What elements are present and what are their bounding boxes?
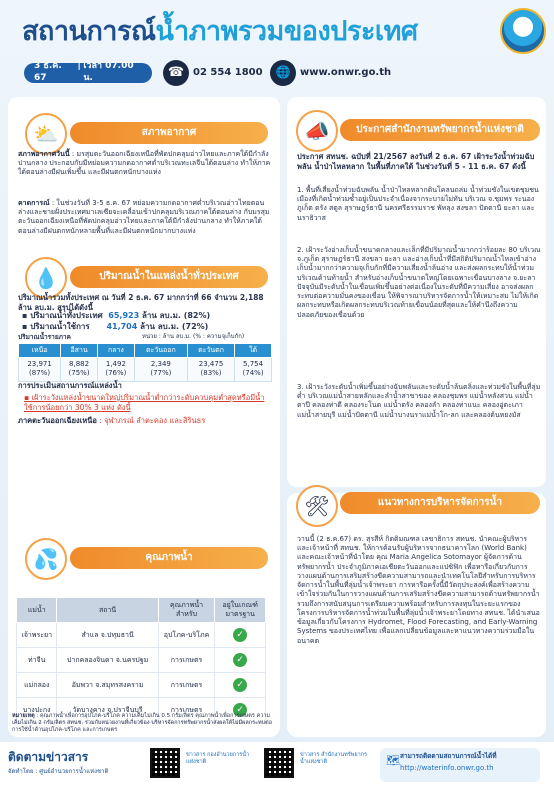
water-level-icon: 💧 bbox=[25, 257, 67, 299]
weather-heading: สภาพอากาศ bbox=[70, 122, 268, 144]
qr-code-nwc[interactable] bbox=[150, 748, 180, 778]
announcement-item-1: 1. พื้นที่เสี่ยงน้ำท่วมฉับพลัน น้ำป่าไหลหลากดินโคลนถล่ม น้ำท่วมขังในเขตชุมชนเมืองที่เกิดน้ำท่วมซ้ำอยู่เป็นประจำเนื่องจากระบายไม่ทัน บริเวณ จ.ชุมพร ระนอง ภูเก็ต ตรัง สตูล สุราษฎร์ธานี นครศรีธรรมราช พัทลุง สงขลา ปัตตานี ยะลา และนราธิวาส bbox=[297, 186, 539, 222]
water-table-unit: หน่วย : ล้าน ลบ.ม. (% : ความจุเก็บกัก) bbox=[142, 333, 245, 340]
water-use: อุปโภค-บริโภค bbox=[158, 623, 215, 648]
weather-today bbox=[18, 150, 272, 178]
region-percent: (75%) bbox=[68, 369, 90, 378]
page-title bbox=[22, 14, 418, 50]
region-value: 23,971 bbox=[27, 360, 52, 369]
standard-cell bbox=[215, 673, 266, 698]
standard-cell bbox=[215, 648, 266, 673]
quality-header-row bbox=[17, 598, 266, 623]
col-station: สถานี bbox=[57, 598, 158, 623]
water-quality-table bbox=[16, 597, 266, 723]
water-use: การเกษตร bbox=[158, 698, 215, 723]
producer-text: จัดทำโดย : ศูนย์อำนวยการน้ำแห่งชาติ bbox=[8, 768, 109, 775]
region-northeast-header: อีสาน bbox=[61, 344, 98, 358]
table-row bbox=[17, 648, 266, 673]
river-name: แม่กลอง bbox=[17, 673, 57, 698]
region-value: 8,882 bbox=[69, 360, 90, 369]
map-label: สามารถติดตามสถานการณ์น้ำได้ที่ bbox=[400, 752, 497, 760]
announcement-title: ประกาศ สทนช. ฉบับที่ 21/2567 ลงวันที่ 2 ธ.ค. 67 เฝ้าระวังน้ำท่วมฉับพลัน น้ำป่าไหลหลาก ในพื้นที่ภาคใต้ ในช่วงวันที่ 5 - 11 ธ.ค. 67 ดังนี้ bbox=[297, 152, 535, 171]
river-name: บางปะกง bbox=[17, 698, 57, 723]
region-south-header: ใต้ bbox=[235, 344, 272, 358]
standard-cell bbox=[215, 623, 266, 648]
region-value: 5,754 bbox=[243, 360, 264, 369]
check-icon: ✓ bbox=[233, 703, 247, 717]
announcement-item-2: 2. เฝ้าระวังอ่างเก็บน้ำขนาดกลางและเล็กที่มีปริมาณน้ำมากกว่าร้อยละ 80 บริเวณ จ.ภูเก็ต สุราษฎร์ธานี สงขลา ยะลา และอ่างเก็บน้ำที่มีสถิติปริมาณน้ำไหลเข้าอ่างเก็บน้ำมากกว่าความจุเก็บกักที่มีความเสี่ยงน้ำล้นอ่าง และส่งผลกระทบให้น้ำท่วมบริเวณด้านท้ายน้ำ สำหรับอ่างเก็บน้ำขนาดใหญ่โดยเฉพาะเขื่อนบางลาง จ.ยะลา ปัจจุบันมีระดับน้ำในเขื่อนเพิ่มขึ้นอย่างต่อเนื่องในระดับที่มีความเสี่ยง อาจส่งผลกระทบต่อความมั่นคงของเขื่อน ให้พิจารณาบริหารจัดการน้ำให้เหมาะสม ไม่ให้เกิดผลกระทบหรือเกิดผลกระทบบริเวณท้ายเขื่อนน้อยที่สุดและให้คำนึงถึงความปลอดภัยของเขื่อนด้วย bbox=[297, 246, 541, 319]
alert-dams bbox=[18, 416, 272, 426]
region-percent: (76%) bbox=[105, 369, 127, 378]
header bbox=[0, 0, 554, 100]
follow-title: ติดตามข่าวสาร bbox=[8, 750, 89, 764]
region-cell bbox=[97, 358, 134, 381]
region-header-row bbox=[19, 344, 272, 358]
management-body: วานนี้ (2 ธ.ค.67) ดร. สุรสีห์ กิตติมณฑล เลขาธิการ สทนช. นำคณะผู้บริหาร และเจ้าหน้าที่ สทนช. ให้การต้อนรับผู้บริหารจากธนาคารโลก (World Bank) และคณะเจ้าหน้าที่นำโดย คุณ Maria Angelica Sotomayor ผู้จัดการด้านทรัพยากรน้ำ ประจำภูมิภาคเอเชียตะวันออกและแปซิฟิก เพื่อหารือเกี่ยวกับการวางแผนด้านการเสริมสร้างขีดความสามารถและนำเทคโนโลยีสำหรับการบริหารจัดการน้ำในพื้นที่ลุ่มน้ำเจ้าพระยา การหารือครั้งนี้มีวัตถุประสงค์เพื่อสร้างความเข้าใจร่วมกันในการวางแผนด้านการเสริมสร้างขีดความสามารถด้านทรัพยากรน้ำ รวมถึงการสนับสนุนการเตรียมความพร้อมสำหรับการลงทุนในระยะแรกของโครงการบริหารจัดการน้ำท่วมในพื้นที่ลุ่มน้ำเจ้าพระยาโดยทาง สทนช. ได้นำเสนอข้อมูลเกี่ยวกับโครงการ Hydromet, Flood Forecasting, and Early-Warning Systems ของประเทศไทย เพื่อแลกเปลี่ยนข้อมูลและหาแนวทางความร่วมมือในอนาคต bbox=[297, 535, 540, 645]
water-total-label: ปริมาณน้ำทั้งประเทศ bbox=[30, 311, 103, 320]
map-icon: 🗺 bbox=[386, 754, 400, 767]
river-name: เจ้าพระยา bbox=[17, 623, 57, 648]
water-usable-unit: ล้าน ลบ.ม. (72%) bbox=[140, 322, 209, 331]
weather-today-label: สภาพอากาศวันนี้ bbox=[18, 150, 70, 158]
station-name: วัดบางคาง จ.ปราจีนบุรี bbox=[57, 698, 158, 723]
management-heading: แนวทางการบริหารจัดการน้ำ bbox=[340, 492, 540, 514]
region-water-table bbox=[18, 343, 272, 382]
phone-icon: ☎ bbox=[163, 60, 189, 86]
announcement-item-3: 3. เฝ้าระวังระดับน้ำเพิ่มขึ้นอย่างฉับพลันและระดับน้ำล้นตลิ่งและท่วมขังในพื้นที่ลุ่มต่ำ บริเวณแม่น้ำสายหลักและลำน้ำสาขาของ คลองชุมพร แม่น้ำหลังสวน แม่น้ำตาปี คลองท่าดี คลองระโนด แม่น้ำตรัง คลองลำ คลองท่าแนะ คลองอู่ตะเภา แม่น้ำสายบุรี แม่น้ำปัตตานี แม่น้ำบางนราแม่น้ำโก-ลก และคลองต้นหยงมัส bbox=[297, 383, 541, 419]
region-value: 2,349 bbox=[150, 360, 171, 369]
check-icon: ✓ bbox=[233, 678, 247, 692]
onwr-logo bbox=[500, 8, 546, 54]
water-use: การเกษตร bbox=[158, 648, 215, 673]
water-total-value: 65,923 bbox=[108, 311, 140, 320]
title-part1: สถานการณ์ bbox=[22, 16, 156, 47]
date-badge: 3 ธ.ค. 67 | เวลา 07.00 น. bbox=[24, 63, 152, 83]
water-quality-icon: 💦 bbox=[25, 538, 67, 580]
water-usable-row: ▪ ปริมาณน้ำใช้การ 41,704 ล้าน ลบ.ม. (72%) bbox=[22, 322, 209, 331]
col-standard: อยู่ในเกณฑ์มาตรฐาน bbox=[215, 598, 266, 623]
water-usable-value: 41,704 bbox=[106, 322, 138, 331]
water-summary: ปริมาณน้ำรวมทั้งประเทศ ณ วันที่ 2 ธ.ค. 67 มากกว่าที่ 66 จำนวน 2,188 ล้าน ลบ.ม. สรุปได้ดังนี้ bbox=[18, 293, 264, 312]
water-total-row: ▪ ปริมาณน้ำทั้งประเทศ 65,923 ล้าน ลบ.ม. (82%) bbox=[22, 311, 211, 320]
date-text: 3 ธ.ค. 67 bbox=[34, 61, 62, 83]
region-value: 23,475 bbox=[198, 360, 224, 369]
check-icon: ✓ bbox=[233, 628, 247, 642]
region-percent: (83%) bbox=[200, 369, 222, 378]
globe-icon: 🌐 bbox=[270, 60, 296, 86]
title-part2: น้ำภาพรวมของประเทศ bbox=[155, 16, 418, 47]
region-value: 1,492 bbox=[105, 360, 126, 369]
waterinfo-link[interactable]: http://waterinfo.onwr.go.th bbox=[400, 764, 494, 772]
table-row bbox=[17, 673, 266, 698]
alert-dam-list: : จุฬาภรณ์ ลำตะคอง และสิรินธร bbox=[96, 416, 206, 425]
check-icon: ✓ bbox=[233, 653, 247, 667]
water-table-caption: ปริมาณน้ำรายภาค bbox=[18, 333, 71, 341]
alert-line-text: เฝ้าระวังแหล่งน้ำขนาดใหญ่ปริมาณน้ำต่ำกว่าระดับควบคุมต่ำสุดหรือมีน้ำใช้การน้อยกว่า 30% 3 แห่ง ดังนี้ bbox=[24, 393, 265, 412]
qr1-label: ข่าวสาร กองอำนวยการน้ำแห่งชาติ bbox=[186, 752, 250, 766]
website-link[interactable]: www.onwr.go.th bbox=[300, 67, 392, 78]
qr-code-onwr[interactable] bbox=[264, 748, 294, 778]
col-quality: คุณภาพน้ำสำหรับ bbox=[158, 598, 215, 623]
weather-forecast bbox=[18, 199, 272, 236]
station-name: อัมพวา จ.สมุทรสงคราม bbox=[57, 673, 158, 698]
qr2-label: ข่าวสาร สำนักงานทรัพยากรน้ำแห่งชาติ bbox=[300, 752, 367, 766]
water-management-icon: 🛠 bbox=[296, 485, 338, 527]
region-value-row bbox=[19, 358, 272, 381]
time-text: เวลา 07.00 น. bbox=[83, 61, 134, 83]
alert-line: ▪ เฝ้าระวังแหล่งน้ำขนาดใหญ่ปริมาณน้ำต่ำกว่าระดับควบคุมต่ำสุดหรือมีน้ำใช้การน้อยกว่า 30% 3 แห่ง ดังนี้ bbox=[24, 393, 265, 412]
footer bbox=[0, 742, 554, 800]
quality-heading: คุณภาพน้ำ bbox=[70, 547, 268, 569]
weather-forecast-text: : ในช่วงวันที่ 3-5 ธ.ค. 67 หย่อมความกดอากาศต่ำบริเวณอ่าวไทยตอนล่างและชายฝั่งประเทศมาเลเซียจะเคลื่อนเข้าปกคลุมบริเวณภาคใต้ตอนล่าง กับมรสุมตะวันออกเฉียงเหนือที่พัดปกคลุมอ่าวไทยและภาคใต้มีกำลังปานกลาง ทำให้ภาคใต้ตอนล่างมีฝนตกหนักหลายพื้นที่และมีฝนตกหนักมากบางแห่ง bbox=[18, 199, 270, 235]
region-west-header: ตะวันตก bbox=[187, 344, 234, 358]
region-central-header: กลาง bbox=[97, 344, 134, 358]
region-cell bbox=[134, 358, 187, 381]
water-heading: ปริมาณน้ำในแหล่งน้ำทั่วประเทศ bbox=[70, 266, 268, 288]
weather-forecast-label: คาดการณ์ bbox=[18, 199, 50, 207]
alert-region: ภาคตะวันออกเฉียงเหนือ bbox=[18, 416, 97, 425]
region-cell bbox=[187, 358, 234, 381]
region-cell bbox=[61, 358, 98, 381]
note-label: หมายเหตุ bbox=[12, 713, 35, 719]
region-cell bbox=[19, 358, 61, 381]
weather-sun-icon: ⛅ bbox=[25, 113, 67, 155]
announcement-heading: ประกาศสำนักงานทรัพยากรน้ำแห่งชาติ bbox=[340, 119, 540, 141]
col-river: แม่น้ำ bbox=[17, 598, 57, 623]
table-row bbox=[17, 623, 266, 648]
region-north-header: เหนือ bbox=[19, 344, 61, 358]
note-text: : คุณภาพน้ำเพื่อการอุปโภค-บริโภค ความเค็มไม่เกิน 0.5 กรัม/ลิตร คุณภาพน้ำเพื่อการเกษตร ความเค็มไม่เกิน 2 กรัม/ลิตร สทนช. ร่วมกับหน่วยงานที่เกี่ยวข้อง บริหารจัดการทรัพยากรน้ำส่งผลให้ไม่มีผลกระทบต่อการใช้น้ำด้านอุปโภค-บริโภค และการเกษตร bbox=[12, 713, 272, 733]
quality-note bbox=[12, 713, 274, 734]
region-percent: (87%) bbox=[29, 369, 51, 378]
region-cell bbox=[235, 358, 272, 381]
region-percent: (77%) bbox=[150, 369, 172, 378]
station-name: ปากคลองจินดา จ.นครปฐม bbox=[57, 648, 158, 673]
weather-today-text: : มรสุมตะวันออกเฉียงเหนือที่พัดปกคลุมอ่าวไทยและภาคใต้มีกำลังปานกลาง ประกอบกับมีหย่อมความกดอากาศต่ำบริเวณทะเลจีนใต้ตอนล่าง ทำให้ภาคใต้ตอนล่างมีฝนเพิ่มขึ้น และมีฝนตกหนักบางแห่ง bbox=[18, 150, 271, 177]
water-total-unit: ล้าน ลบ.ม. (82%) bbox=[141, 311, 211, 320]
river-name: ท่าจีน bbox=[17, 648, 57, 673]
region-east-header: ตะวันออก bbox=[134, 344, 187, 358]
phone-number[interactable]: 02 554 1800 bbox=[193, 67, 263, 78]
water-use: การเกษตร bbox=[158, 673, 215, 698]
water-usable-label: ปริมาณน้ำใช้การ bbox=[30, 322, 90, 331]
region-percent: (74%) bbox=[242, 369, 264, 378]
megaphone-icon: 📣 bbox=[296, 110, 338, 152]
alert-title: การประเมินสถานการณ์แหล่งน้ำ bbox=[18, 381, 122, 390]
station-name: สำแล จ.ปทุมธานี bbox=[57, 623, 158, 648]
